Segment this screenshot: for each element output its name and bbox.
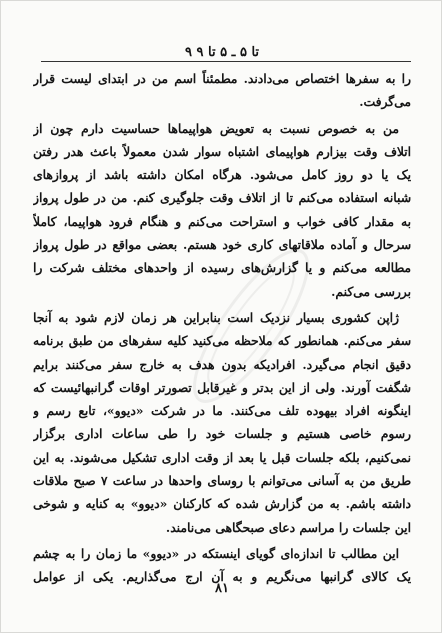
body-text <box>33 67 411 592</box>
text-line: ژاپن کشوری بسیار نزدیک است بنابراین هر زمان لازم شود به آنجا <box>33 309 399 325</box>
text-line: می‌گرفت. <box>359 94 411 110</box>
header-rule <box>41 61 411 62</box>
text-line: داشته باشم. به من گزارش شده که کارکنان «دیوو» به کنایه و شوخی <box>33 496 411 512</box>
text-line: یک کالای گرانبها می‌نگریم و به آن ارج می‌گذاریم. یکی از عوامل <box>33 569 411 585</box>
text-line: یک یا دو روز کامل می‌شود. هرگاه امکان داشته باشد از پروازهای <box>33 167 411 183</box>
text-line: طریق من به آسانی می‌توانم با روسای واحدها در ساعت ۷ صبح ملاقات <box>33 473 411 489</box>
text-line: من به خصوص نسبت به تعویض هواپیماها حساسیت دارم چون از <box>33 120 399 136</box>
paragraph-1 <box>33 67 411 114</box>
text-line: مطالعه می‌کنم و یا گزارش‌های رسیده از واحدهای مختلف شرکت را <box>33 260 411 276</box>
text-line: شبانه استفاده می‌کنم تا از اتلاف وقت جلوگیری کنم. من در طول پرواز <box>33 190 411 206</box>
page-number: ۸۱ <box>215 581 229 596</box>
text-line: اینگونه افراد بیهوده تلف می‌کنند. ما در شرکت «دیوو»، تابع رسم و <box>33 403 411 419</box>
running-head: ۹ تا ۵ ـ ۵ تا ۹ <box>184 45 260 60</box>
text-line: دقیق انجام می‌گیرد. افرادیکه بدون هدف به خارج سفر می‌کنند برایم <box>33 356 411 372</box>
text-line: این جلسات را مراسم دعای صبحگاهی می‌نامند. <box>165 519 411 535</box>
text-line: بررسی می‌کنم. <box>331 283 411 299</box>
text-line: نمی‌کنیم، بلکه جلسات قبل یا بعد از وقت اداری تشکیل می‌شوند. به این <box>33 449 411 465</box>
text-line: رسوم خاصی هستیم و جلسات خود را طی ساعات اداری برگزار <box>33 426 411 442</box>
text-line: سرحال و آماده ملاقاتهای کاری خود هستم. بعضی مواقع در طول پرواز <box>33 237 411 253</box>
text-line: را به سفرها اختصاص می‌دادند. مطمئناً اسم من در ابتدای لیست قرار <box>33 71 411 86</box>
text-line: اتلاف وقت بیزارم هواپیمای اشتباه سوار شدن معمولاً باعث هدر رفتن <box>33 143 411 159</box>
text-line: این مطالب تا اندازه‌ای گویای اینستکه در «دیوو» ما زمان را به چشم <box>33 545 399 561</box>
paragraph-3 <box>33 306 411 539</box>
text-line: شگفت آورند. ولی از این بدتر و غیرقابل تصورتر اوقات گرانبهائیست که <box>33 379 411 395</box>
text-line: به مقدار کافی خواب و استراحت می‌کنم و هنگام فرود هواپیما، کاملاً <box>33 213 411 229</box>
paragraph-2 <box>33 117 411 303</box>
text-line: سفر می‌کنم. همانطور که ملاحظه می‌کنید کلیه سفرهای من طبق برنامه <box>33 333 411 349</box>
